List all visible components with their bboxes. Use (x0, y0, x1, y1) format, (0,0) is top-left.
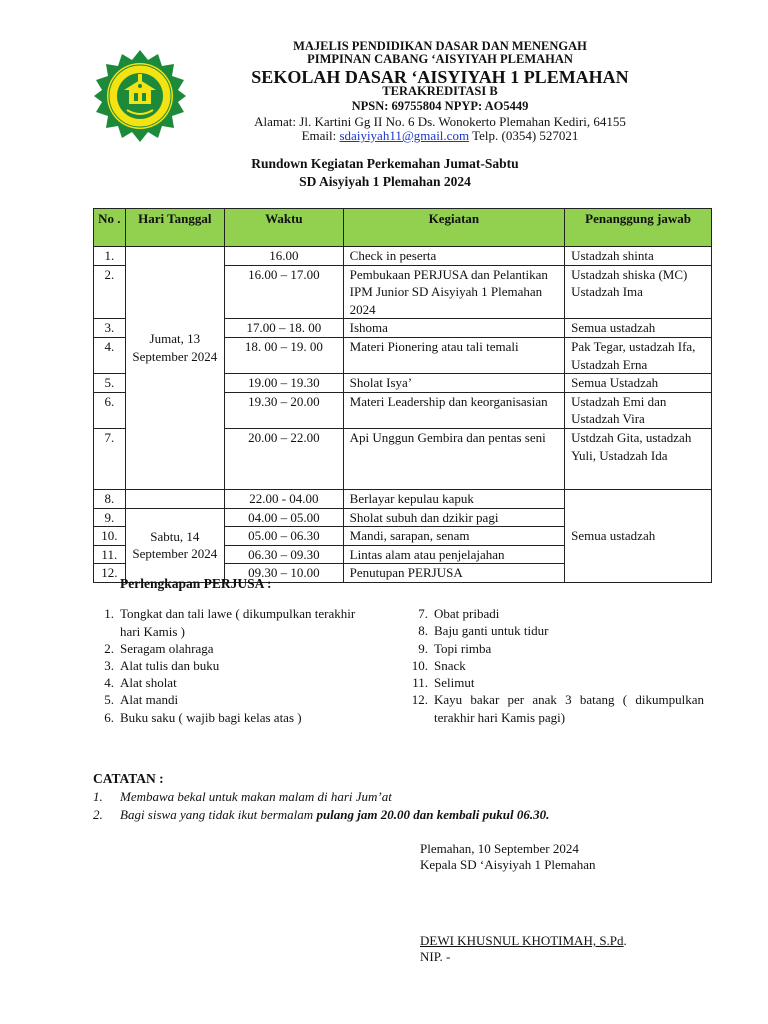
note-text: Bagi siswa yang tidak ikut bermalam (120, 807, 317, 822)
item-num: 11. (412, 675, 428, 690)
note-num: 1. (93, 789, 103, 804)
signer-name-line (420, 933, 627, 949)
row-pic: Ustadzah shiska (MC) Ustadzah Ima (565, 265, 712, 319)
accreditation: TERAKREDITASI B (382, 84, 498, 98)
email-link[interactable]: sdaiyiyah11@gmail.com (339, 128, 470, 143)
item-text: Seragam olahraga (120, 641, 214, 656)
row-no: 7. (94, 428, 126, 489)
day-cell-saturday: Sabtu, 14 September 2024 (125, 508, 224, 582)
item-text: Tongkat dan tali lawe ( dikumpulkan terakhir hari Kamis ) (120, 606, 356, 639)
row-activity: Materi Leadership dan keorganisasian (343, 392, 564, 428)
row-time: 19.00 – 19.30 (225, 374, 344, 393)
school-logo-icon (94, 50, 186, 142)
row-no: 8. (94, 489, 126, 508)
row-activity: Materi Pionering atau tali temali (343, 337, 564, 373)
row-time: 04.00 – 05.00 (225, 508, 344, 527)
item-num: 3. (104, 658, 114, 673)
contact-line (200, 129, 680, 142)
row-time: 09.30 – 10.00 (225, 564, 344, 583)
row-time: 16.00 – 17.00 (225, 265, 344, 319)
row-time: 17.00 – 18. 00 (225, 319, 344, 338)
table-header-row (94, 209, 712, 247)
email-label: Email: (301, 128, 340, 143)
row-activity: Berlayar kepulau kapuk (343, 489, 564, 508)
school-ids: NPSN: 69755804 NPYP: AO5449 (351, 99, 529, 113)
note-emphasis: pulang jam 20.00 dan kembali pukul 06.30. (316, 807, 550, 822)
row-pic: Pak Tegar, ustadzah Ifa, Ustadzah Erna (565, 337, 712, 373)
note-num: 2. (93, 807, 103, 822)
item-num: 1. (104, 606, 114, 621)
item-num: 7. (418, 606, 428, 621)
note-text: Membawa bekal untuk makan malam di hari Jum’at (120, 789, 392, 804)
school-address: Alamat: Jl. Kartini Gg II No. 6 Ds. Wonokerto Plemahan Kediri, 64155 (254, 114, 626, 129)
signer-position: Kepala SD ‘Aisyiyah 1 Plemahan (420, 857, 596, 872)
table-row (94, 247, 712, 266)
doc-title-1: Rundown Kegiatan Perkemahan Jumat-Sabtu (251, 156, 519, 171)
item-text: Kayu bakar per anak 3 batang ( dikumpulkan terakhir hari Kamis pagi) (434, 692, 704, 725)
row-no: 4. (94, 337, 126, 373)
org-line-2: PIMPINAN CABANG ‘AISYIYAH PLEMAHAN (307, 52, 573, 66)
org-line-1: MAJELIS PENDIDIKAN DASAR DAN MENENGAH (293, 39, 587, 53)
rundown-table (93, 208, 712, 583)
phone: Telp. (0354) 527021 (469, 128, 579, 143)
item-text: Topi rimba (434, 641, 492, 656)
item-text: Alat sholat (120, 675, 177, 690)
item-num: 10. (411, 658, 428, 673)
item-text: Snack (434, 658, 466, 673)
row-time: 20.00 – 22.00 (225, 428, 344, 489)
row-pic: Semua ustadzah (565, 319, 712, 338)
row-time: 05.00 – 06.30 (225, 527, 344, 546)
row-no: 6. (94, 392, 126, 428)
item-text: Obat pribadi (434, 606, 500, 621)
item-text: Selimut (434, 675, 475, 690)
row-activity: Lintas alam atau penjelajahan (343, 545, 564, 564)
signer-name: DEWI KHUSNUL KHOTIMAH, S.Pd (420, 933, 624, 948)
row-time: 06.30 – 09.30 (225, 545, 344, 564)
row-activity: Pembukaan PERJUSA dan Pelantikan IPM Junior SD Aisyiyah 1 Plemahan 2024 (343, 265, 564, 319)
item-num: 4. (104, 675, 114, 690)
row-no: 10. (94, 527, 126, 546)
row-activity: Api Unggun Gembira dan pentas seni (343, 428, 564, 489)
header-day: Hari Tanggal (125, 209, 224, 247)
table-row (94, 489, 712, 508)
item-num: 9. (418, 641, 428, 656)
note-item-1 (93, 789, 392, 805)
row-no: 12. (94, 564, 126, 583)
row-activity: Ishoma (343, 319, 564, 338)
item-num: 6. (104, 710, 114, 725)
row-no: 9. (94, 508, 126, 527)
equipment-heading: Perlengkapan PERJUSA : (120, 576, 272, 591)
signer-nip: NIP. - (420, 949, 451, 964)
day-cell-friday: Jumat, 13 September 2024 (125, 247, 224, 490)
row-no: 3. (94, 319, 126, 338)
row-pic: Ustadzah Emi dan Ustadzah Vira (565, 392, 712, 428)
item-text: Buku saku ( wajib bagi kelas atas ) (120, 710, 302, 725)
header-time: Waktu (225, 209, 344, 247)
row-pic: Ustadzah shinta (565, 247, 712, 266)
header-no: No . (94, 209, 126, 247)
row-no: 11. (94, 545, 126, 564)
row-activity: Check in peserta (343, 247, 564, 266)
item-text: Baju ganti untuk tidur (434, 623, 549, 638)
row-no: 1. (94, 247, 126, 266)
item-text: Alat mandi (120, 692, 179, 707)
doc-title-2: SD Aisyiyah 1 Plemahan 2024 (299, 174, 471, 189)
signer-name-suffix: . (623, 933, 627, 948)
item-num: 5. (104, 692, 114, 707)
note-item-2 (93, 807, 549, 823)
row-no: 2. (94, 265, 126, 319)
item-num: 2. (104, 641, 114, 656)
item-text: Alat tulis dan buku (120, 658, 220, 673)
row-activity: Sholat subuh dan dzikir pagi (343, 508, 564, 527)
pic-merged: Semua ustadzah (565, 489, 712, 582)
row-time: 16.00 (225, 247, 344, 266)
item-num: 8. (418, 623, 428, 638)
place-date: Plemahan, 10 September 2024 (420, 841, 579, 856)
row-pic: Semua Ustadzah (565, 374, 712, 393)
item-num: 12. (411, 692, 428, 707)
row-time: 18. 00 – 19. 00 (225, 337, 344, 373)
row-activity: Penutupan PERJUSA (343, 564, 564, 583)
row-time: 19.30 – 20.00 (225, 392, 344, 428)
notes-heading: CATATAN : (93, 771, 164, 786)
row-time: 22.00 - 04.00 (225, 489, 344, 508)
header-activity: Kegiatan (343, 209, 564, 247)
school-name: SEKOLAH DASAR ‘AISYIYAH 1 PLEMAHAN (251, 67, 629, 87)
row-activity: Mandi, sarapan, senam (343, 527, 564, 546)
header-pic: Penanggung jawab (565, 209, 712, 247)
row-no: 5. (94, 374, 126, 393)
row-activity: Sholat Isya’ (343, 374, 564, 393)
day-cell-blank (125, 489, 224, 508)
row-pic: Ustdzah Gita, ustadzah Yuli, Ustadzah Ida (565, 428, 712, 489)
